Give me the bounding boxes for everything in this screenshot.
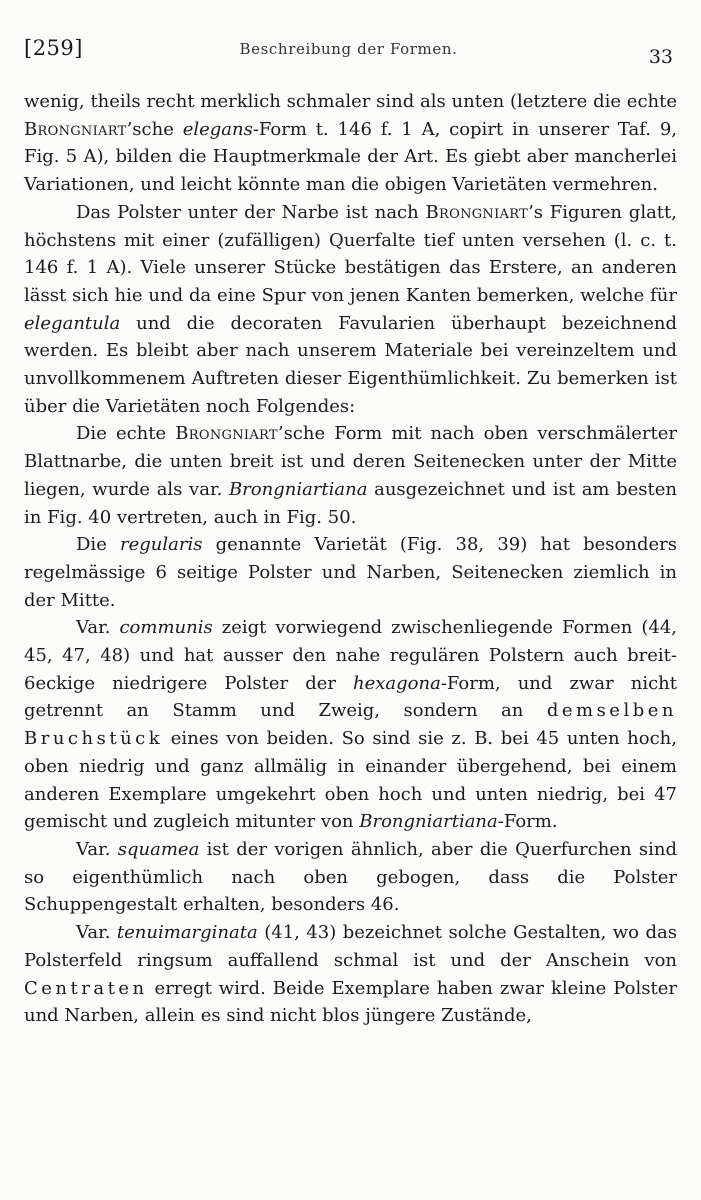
- text-run: (41, 43) bezeichnet solche Gestalten, wo das Polsterfeld ringsum auffallend schmal ist und der Anschein von: [24, 922, 677, 971]
- text-run: ’sche: [126, 118, 183, 140]
- text-run: ’s Figuren glatt, höchstens mit einer (zufälligen) Querfalte tief unten versehen (l. c. t. 146 f. 1 A). Viele unserer Stücke bestätigen das Erstere, an anderen lässt sich hie und da eine Spur von jenen Kanten bemerken, welche für: [24, 201, 677, 306]
- paragraph-var-tenuimarginata: [24, 919, 677, 1030]
- italic-term: hexagona: [353, 672, 441, 694]
- spaced-emphasis: demselben Bruchstück: [24, 700, 677, 750]
- text-run: -Form, und zwar nicht getrennt an Stamm und Zweig, sondern an: [24, 672, 677, 722]
- text-run: eines von beiden. So sind sie z. B. bei 45 unten hoch, oben niedrig und ganz allmälig in einander übergehend, bei einem anderen Exemplare umgekehrt oben hoch und unten niedrig, bei 47 gemischt und zugleich mitunter von: [24, 728, 677, 833]
- text-run: -Form t. 146 f. 1 A, copirt in unserer Taf. 9, Fig. 5 A), bilden die Hauptmerkmale der Art. Es giebt aber mancherlei Variationen, und leicht könnte man die obigen Varietäten vermehren.: [24, 118, 677, 196]
- running-title: Beschreibung der Formen.: [239, 40, 458, 58]
- body-text: [24, 88, 677, 1030]
- page-header: [24, 36, 673, 70]
- text-run: zeigt vorwiegend zwischenliegende Formen (44, 45, 47, 48) und hat ausser den nahe regulären Polstern auch breit-6eckige niedrigere Polster der: [24, 617, 677, 694]
- text-run: ’sche Form mit nach oben verschmälerter Blattnarbe, die unten breit ist und deren Seitenecken unter der Mitte liegen, wurde als var.: [24, 423, 677, 500]
- paragraph-var-regularis: [24, 531, 677, 614]
- italic-term: communis: [119, 617, 213, 639]
- author-name: Brongniart: [425, 201, 529, 223]
- page-reference: [259]: [24, 36, 83, 60]
- italic-term: tenuimarginata: [116, 922, 258, 944]
- text-run: Die: [76, 534, 121, 556]
- page-number: 33: [648, 46, 673, 68]
- text-run: und die decoraten Favularien überhaupt bezeichnend werden. Es bleibt aber nach unserem Materiale bei vereinzeltem und unvollkommenem Auftreten dieser Eigenthümlichkeit. Zu bemerken ist über die Varietäten noch Folgendes:: [24, 312, 677, 417]
- text-run: -Form.: [497, 811, 558, 833]
- italic-term: squamea: [117, 838, 200, 860]
- text-run: wenig, theils recht merklich schmaler sind als unten (letztere die echte: [24, 91, 677, 112]
- italic-term: Brongniartiana: [228, 478, 368, 500]
- text-run: genannte Varietät (Fig. 38, 39) hat besonders regelmässige 6 seitige Polster und Narben, Seitenecken ziemlich in der Mitte.: [24, 534, 677, 611]
- italic-term: Brongniartiana: [359, 811, 498, 833]
- paragraph-polster: [24, 199, 677, 421]
- paragraph-var-communis: [24, 614, 677, 836]
- text-run: ausgezeichnet und ist am besten in Fig. 40 vertreten, auch in Fig. 50.: [24, 478, 678, 528]
- author-name: Brongniart: [24, 118, 127, 140]
- text-run: Var.: [76, 922, 117, 944]
- text-run: Die echte: [76, 423, 176, 445]
- text-run: ist der vorigen ähnlich, aber die Querfurchen sind so eigenthümlich nach oben gebogen, dass die Polster Schuppengestalt erhalten, besonders 46.: [24, 838, 677, 916]
- italic-term: elegantula: [24, 312, 121, 334]
- italic-term: regularis: [120, 534, 203, 556]
- paragraph-var-squamea: [24, 836, 677, 919]
- text-run: Var.: [76, 838, 118, 860]
- text-run: erregt wird. Beide Exemplare haben zwar kleine Polster und Narben, allein es sind nicht blos jüngere Zustände,: [24, 977, 677, 1027]
- text-run: Var.: [76, 617, 120, 639]
- italic-term: elegans: [182, 118, 253, 140]
- author-name: Brongniart: [175, 423, 278, 445]
- paragraph-continuation: [24, 88, 677, 199]
- text-run: Das Polster unter der Narbe ist nach: [76, 201, 426, 223]
- spaced-emphasis: Centraten: [24, 977, 148, 999]
- paragraph-var-brongniartiana: [24, 420, 677, 531]
